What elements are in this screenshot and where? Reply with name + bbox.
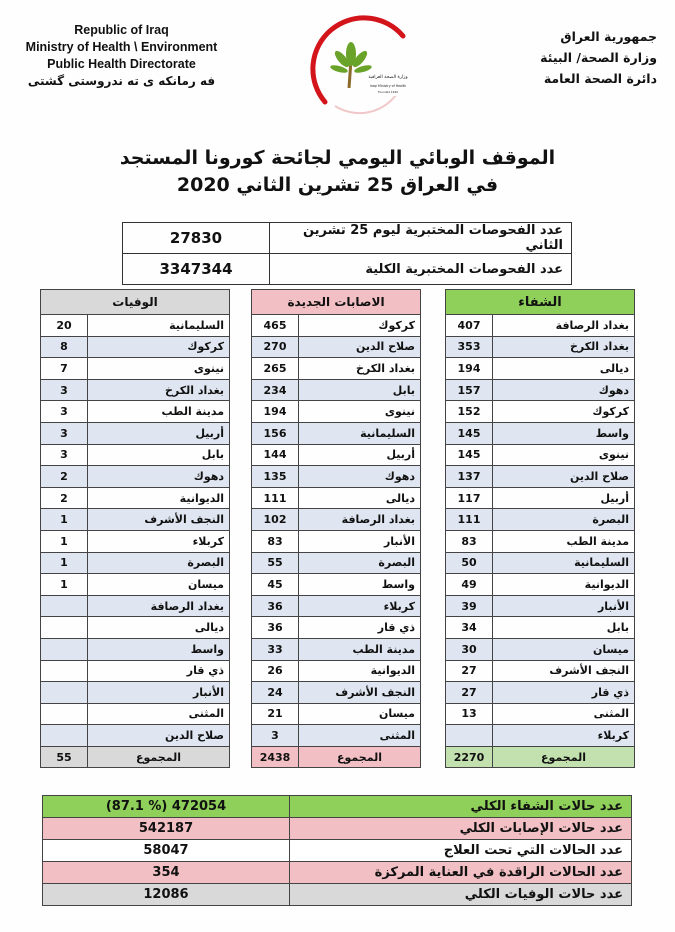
row-count: 55: [252, 552, 299, 574]
row-province: الديوانية: [299, 660, 421, 682]
row-count: 145: [446, 444, 493, 466]
row-province: ذي قار: [493, 682, 635, 704]
row-province: كركوك: [299, 315, 421, 337]
row-province: بغداد الرصافة: [493, 315, 635, 337]
table-row: [252, 595, 421, 617]
table-row: [41, 703, 230, 725]
table-row: [446, 487, 635, 509]
row-count: 49: [446, 574, 493, 596]
summary-row: [43, 818, 632, 840]
table-row: [41, 509, 230, 531]
row-count: 117: [446, 487, 493, 509]
table-row: [252, 487, 421, 509]
table-row: [252, 422, 421, 444]
table-row: [252, 574, 421, 596]
summary-label: عدد حالات الشفاء الكلي: [290, 796, 632, 818]
row-province: النجف الأشرف: [493, 660, 635, 682]
header-ar-line: وزارة الصحة/ البيئة: [540, 50, 657, 65]
report-date: في العراق 25 تشرين الثاني 2020: [176, 174, 499, 196]
column-header: الاصابات الجديدة: [252, 290, 421, 315]
table-row: [446, 401, 635, 423]
table-row: [252, 530, 421, 552]
row-count: 353: [446, 336, 493, 358]
table-row: [446, 574, 635, 596]
table-row: [41, 725, 230, 747]
row-count: 1: [41, 552, 88, 574]
row-province: المثنى: [299, 725, 421, 747]
row-province: بغداد الكرخ: [493, 336, 635, 358]
row-count: 50: [446, 552, 493, 574]
row-province: نينوى: [493, 444, 635, 466]
row-province: مدينة الطب: [299, 638, 421, 660]
summary-label: عدد حالات الوفيات الكلي: [290, 884, 632, 906]
table-row: [252, 682, 421, 704]
row-count: 2: [41, 466, 88, 488]
report-title: الموقف الوبائي اليومي لجائحة كورونا المستجد: [119, 147, 556, 169]
header-en-line: Public Health Directorate: [47, 57, 196, 71]
table-row: [41, 660, 230, 682]
table-row: [41, 466, 230, 488]
row-province: دهوك: [493, 379, 635, 401]
row-count: 144: [252, 444, 299, 466]
row-count: [41, 638, 88, 660]
row-province: البصرة: [299, 552, 421, 574]
summary-label: عدد الحالات التي تحت العلاج: [290, 840, 632, 862]
row-province: واسط: [493, 422, 635, 444]
table-row: [446, 552, 635, 574]
row-province: بغداد الكرخ: [299, 358, 421, 380]
row-province: الأنبار: [88, 682, 230, 704]
table-row: [446, 682, 635, 704]
table-row: [41, 682, 230, 704]
table-row: [252, 617, 421, 639]
logo-text-en: Iraqi Ministry of Health: [369, 84, 407, 88]
row-count: 407: [446, 315, 493, 337]
table-row: [41, 379, 230, 401]
table-row: [41, 595, 230, 617]
summary-row: [43, 840, 632, 862]
row-province: دهوك: [299, 466, 421, 488]
header-ar-line: جمهورية العراق: [560, 29, 657, 44]
row-province: الأنبار: [299, 530, 421, 552]
row-province: مدينة الطب: [88, 401, 230, 423]
header-en-line: Ministry of Health \ Environment: [25, 40, 218, 54]
row-province: أربيل: [299, 444, 421, 466]
table-row: [41, 638, 230, 660]
recoveries-table: [445, 289, 635, 768]
row-province: السليمانية: [493, 552, 635, 574]
table-row: [446, 422, 635, 444]
row-count: [41, 703, 88, 725]
total-row: [41, 746, 230, 768]
deaths-table: [40, 289, 230, 768]
row-count: 33: [252, 638, 299, 660]
row-count: 27: [446, 682, 493, 704]
row-count: 83: [252, 530, 299, 552]
row-count: 111: [446, 509, 493, 531]
row-province: كربلاء: [493, 725, 635, 747]
total-label: المجموع: [493, 746, 635, 768]
row-count: 26: [252, 660, 299, 682]
table-row: [446, 660, 635, 682]
total-label: المجموع: [88, 746, 230, 768]
row-count: 27: [446, 660, 493, 682]
table-row: [446, 379, 635, 401]
ministry-logo: [305, 14, 417, 126]
table-row: [252, 379, 421, 401]
row-count: 39: [446, 595, 493, 617]
row-count: 13: [446, 703, 493, 725]
summary-row: [43, 862, 632, 884]
table-row: [446, 530, 635, 552]
row-province: ميسان: [88, 574, 230, 596]
tests-value: 3347344: [123, 254, 270, 285]
row-count: [41, 595, 88, 617]
table-row: [252, 315, 421, 337]
row-count: 3: [41, 444, 88, 466]
row-province: ذي قار: [299, 617, 421, 639]
row-count: [446, 725, 493, 747]
row-count: 156: [252, 422, 299, 444]
row-province: بغداد الرصافة: [299, 509, 421, 531]
row-province: البصرة: [88, 552, 230, 574]
row-province: مدينة الطب: [493, 530, 635, 552]
row-province: بابل: [88, 444, 230, 466]
table-row: [41, 358, 230, 380]
tests-label: عدد الفحوصات المختبرية ليوم 25 تشرين الثاني: [270, 223, 572, 254]
row-province: بابل: [299, 379, 421, 401]
row-count: 24: [252, 682, 299, 704]
row-count: 194: [446, 358, 493, 380]
row-province: الديوانية: [493, 574, 635, 596]
column-header-row: [446, 290, 635, 315]
row-count: [41, 660, 88, 682]
column-header: الوفيات: [41, 290, 230, 315]
total-value: 2438: [252, 746, 299, 768]
table-row: [252, 638, 421, 660]
row-province: أربيل: [493, 487, 635, 509]
row-count: 111: [252, 487, 299, 509]
table-row: [252, 725, 421, 747]
row-province: نينوى: [88, 358, 230, 380]
table-row: [252, 703, 421, 725]
summary-value: 58047: [43, 840, 290, 862]
table-row: [252, 358, 421, 380]
tests-label: عدد الفحوصات المختبرية الكلية: [270, 254, 572, 285]
summary-label: عدد حالات الإصابات الكلي: [290, 818, 632, 840]
tests-table: [122, 222, 572, 285]
summary-table: [42, 795, 632, 906]
summary-row: [43, 796, 632, 818]
row-count: 45: [252, 574, 299, 596]
row-province: البصرة: [493, 509, 635, 531]
table-row: [446, 595, 635, 617]
header-ar-line: دائرة الصحة العامة: [543, 71, 657, 86]
row-count: 3: [41, 422, 88, 444]
table-row: [446, 336, 635, 358]
row-count: 36: [252, 617, 299, 639]
column-header: الشفاء: [446, 290, 635, 315]
tests-row: [123, 254, 572, 285]
row-count: 3: [41, 379, 88, 401]
table-row: [41, 487, 230, 509]
table-row: [446, 444, 635, 466]
table-row: [41, 444, 230, 466]
total-row: [252, 746, 421, 768]
row-province: النجف الأشرف: [88, 509, 230, 531]
table-row: [252, 444, 421, 466]
row-province: المثنى: [493, 703, 635, 725]
table-row: [41, 336, 230, 358]
row-province: دهوك: [88, 466, 230, 488]
row-province: السليمانية: [88, 315, 230, 337]
new-cases-table: [251, 289, 421, 768]
table-row: [252, 660, 421, 682]
table-row: [446, 725, 635, 747]
row-province: بغداد الكرخ: [88, 379, 230, 401]
row-province: نينوى: [299, 401, 421, 423]
row-count: 34: [446, 617, 493, 639]
row-province: أربيل: [88, 422, 230, 444]
row-province: كربلاء: [299, 595, 421, 617]
total-value: 55: [41, 746, 88, 768]
row-count: 152: [446, 401, 493, 423]
row-count: 21: [252, 703, 299, 725]
table-row: [252, 401, 421, 423]
row-count: 102: [252, 509, 299, 531]
row-province: ذي قار: [88, 660, 230, 682]
row-province: واسط: [88, 638, 230, 660]
table-row: [252, 466, 421, 488]
row-count: 1: [41, 509, 88, 531]
row-count: 157: [446, 379, 493, 401]
table-row: [446, 315, 635, 337]
row-province: الديوانية: [88, 487, 230, 509]
row-count: 2: [41, 487, 88, 509]
table-row: [41, 422, 230, 444]
row-count: 8: [41, 336, 88, 358]
row-count: 135: [252, 466, 299, 488]
table-row: [41, 530, 230, 552]
row-count: 1: [41, 574, 88, 596]
row-count: 137: [446, 466, 493, 488]
total-value: 2270: [446, 746, 493, 768]
row-province: ديالى: [88, 617, 230, 639]
row-province: ديالى: [299, 487, 421, 509]
logo-text-ar: وزارة الصحة العراقية: [368, 75, 408, 80]
row-province: واسط: [299, 574, 421, 596]
table-row: [446, 466, 635, 488]
row-count: [41, 682, 88, 704]
row-province: صلاح الدين: [299, 336, 421, 358]
total-label: المجموع: [299, 746, 421, 768]
tests-value: 27830: [123, 223, 270, 254]
summary-value: 542187: [43, 818, 290, 840]
table-row: [41, 617, 230, 639]
row-province: المثنى: [88, 703, 230, 725]
row-province: النجف الأشرف: [299, 682, 421, 704]
row-province: ميسان: [299, 703, 421, 725]
total-row: [446, 746, 635, 768]
table-row: [446, 617, 635, 639]
summary-label: عدد الحالات الراقدة في العناية المركزة: [290, 862, 632, 884]
row-province: ديالى: [493, 358, 635, 380]
row-count: 145: [446, 422, 493, 444]
header-en-line: Republic of Iraq: [74, 23, 169, 37]
row-count: 265: [252, 358, 299, 380]
row-province: بغداد الرصافة: [88, 595, 230, 617]
row-province: الأنبار: [493, 595, 635, 617]
row-count: 30: [446, 638, 493, 660]
row-count: 194: [252, 401, 299, 423]
tests-row: [123, 223, 572, 254]
summary-value: 12086: [43, 884, 290, 906]
row-province: السليمانية: [299, 422, 421, 444]
logo-text-year: Founded 1920: [377, 90, 399, 94]
row-count: 465: [252, 315, 299, 337]
header-kurdish-line: فه رمانكه ى ته ندروستى گشتى: [27, 74, 216, 88]
table-row: [41, 315, 230, 337]
row-count: 3: [252, 725, 299, 747]
summary-row: [43, 884, 632, 906]
row-count: 36: [252, 595, 299, 617]
summary-value: (87.1 %) 472054: [43, 796, 290, 818]
row-province: صلاح الدين: [88, 725, 230, 747]
table-row: [41, 552, 230, 574]
arabic-header: [540, 26, 657, 89]
row-count: [41, 725, 88, 747]
row-count: 234: [252, 379, 299, 401]
table-row: [446, 703, 635, 725]
table-row: [41, 401, 230, 423]
table-row: [252, 552, 421, 574]
table-row: [252, 509, 421, 531]
table-row: [252, 336, 421, 358]
row-count: 83: [446, 530, 493, 552]
table-row: [446, 638, 635, 660]
table-row: [41, 574, 230, 596]
row-province: بابل: [493, 617, 635, 639]
column-header-row: [252, 290, 421, 315]
table-row: [446, 358, 635, 380]
row-count: 3: [41, 401, 88, 423]
row-province: صلاح الدين: [493, 466, 635, 488]
row-province: كركوك: [88, 336, 230, 358]
column-header-row: [41, 290, 230, 315]
row-province: ميسان: [493, 638, 635, 660]
summary-value: 354: [43, 862, 290, 884]
row-province: كركوك: [493, 401, 635, 423]
row-province: كربلاء: [88, 530, 230, 552]
table-row: [446, 509, 635, 531]
row-count: 270: [252, 336, 299, 358]
row-count: 20: [41, 315, 88, 337]
row-count: [41, 617, 88, 639]
row-count: 1: [41, 530, 88, 552]
row-count: 7: [41, 358, 88, 380]
english-header: [14, 22, 229, 90]
